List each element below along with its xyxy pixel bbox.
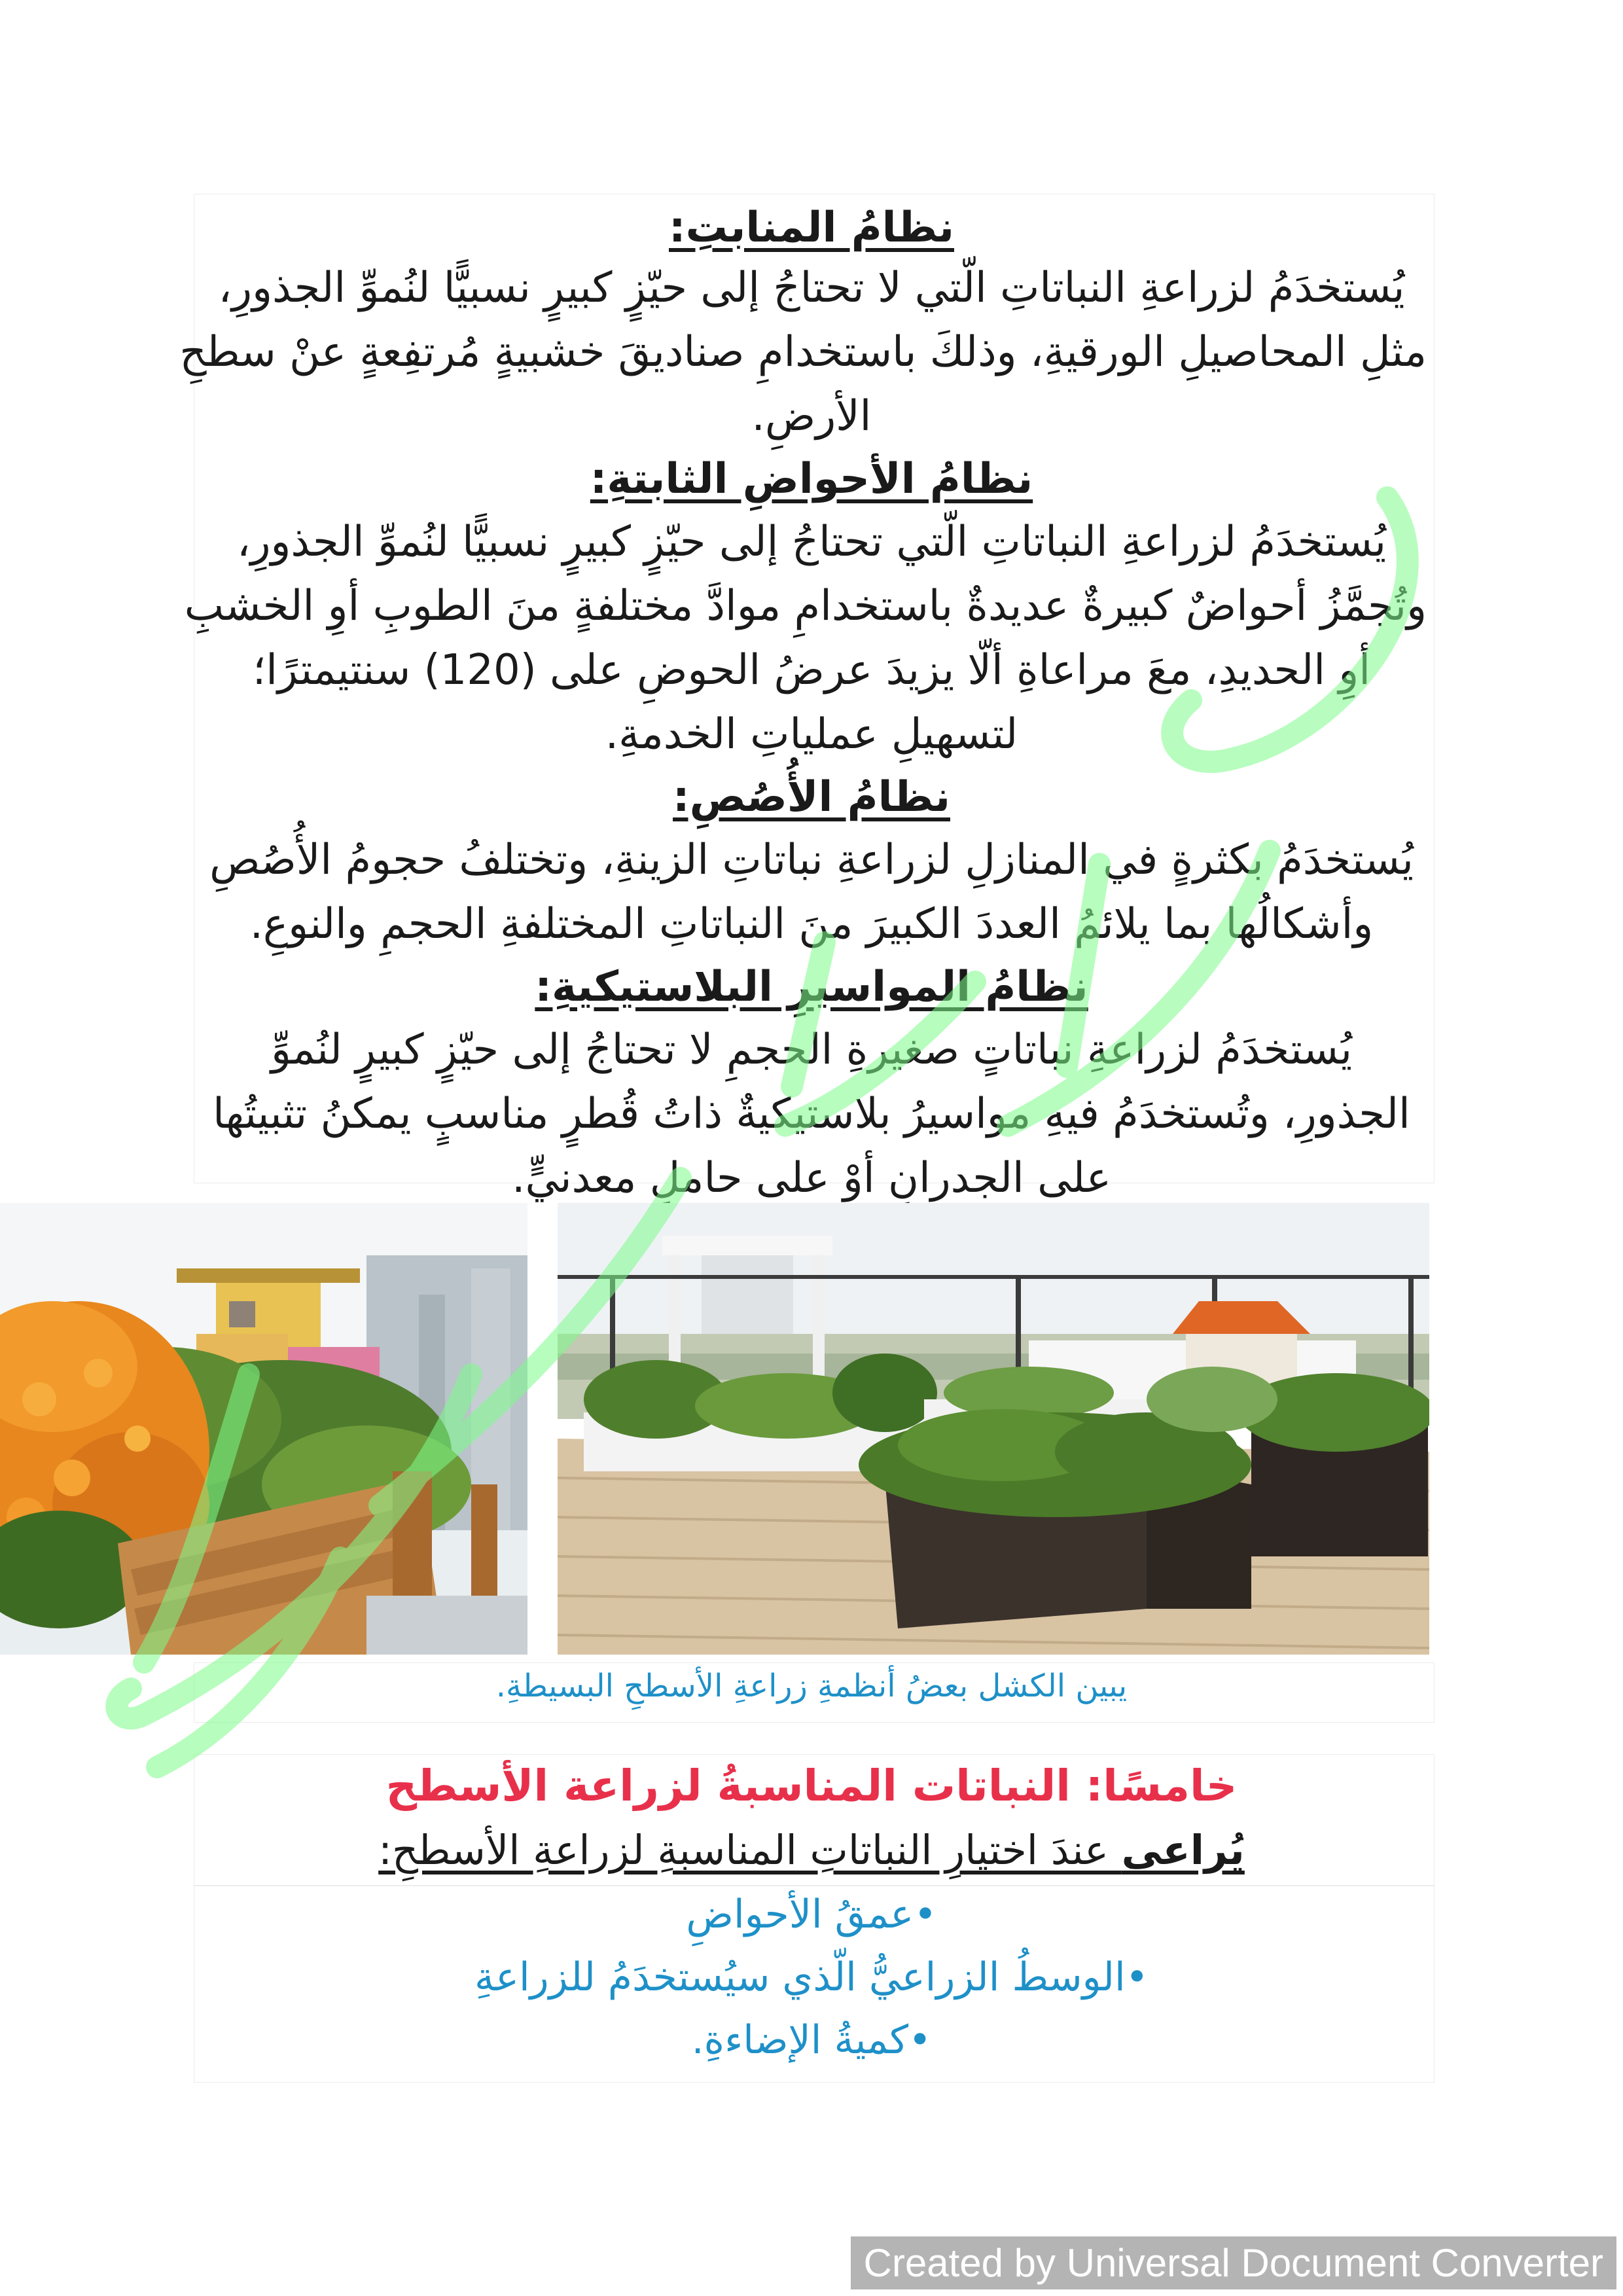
s3-line: وأشكالُها بما يلائمُ العددَ الكبيرَ منَ النباتاتِ المختلفةِ الحجمِ والنوعِ. xyxy=(249,900,1374,948)
s3-line: يُستخدَمُ بكثرةٍ في المنازلِ لزراعةِ نباتاتِ الزينةِ، وتختلفُ حجومُ الأُصُصِ xyxy=(209,836,1414,884)
intro-bold: يُراعى xyxy=(1121,1826,1245,1874)
s2-line: يُستخدَمُ لزراعةِ النباتاتِ الّتي تحتاجُ إلى حيّزٍ كبيرٍ نسبيًّا لنُموِّ الجذورِ، xyxy=(236,518,1387,566)
figure-caption: يبين الكشل بعضُ أنظمةِ زراعةِ الأسطحِ البسيطةِ. xyxy=(495,1668,1128,1704)
s1-line: الأرضِ. xyxy=(751,392,872,440)
s4-line: على الجدرانِ أوْ على حاملٍ معدنيٍّ. xyxy=(512,1154,1111,1202)
converter-watermark: Created by Universal Document Converter xyxy=(851,2236,1616,2289)
bullet-item: •الوسطُ الزراعيُّ الّذي سيُستخدَمُ للزراعةِ xyxy=(474,1954,1149,2000)
s4-heading: نظامُ المواسيرِ البلاستيكيةِ: xyxy=(535,963,1088,1011)
intro-rest: عندَ اختيارِ النباتاتِ المناسبةِ لزراعةِ الأسطحِ: xyxy=(378,1826,1122,1874)
s2-line: لتسهيلِ عملياتِ الخدمةِ. xyxy=(605,710,1018,759)
s4-line: الجذورِ، وتُستخدَمُ فيهِ مواسيرُ بلاستيكيةٌ ذاتُ قُطرٍ مناسبٍ يمكنُ تثبيتُها xyxy=(213,1090,1410,1138)
s4-line: يُستخدَمُ لزراعةِ نباتاتٍ صغيرةِ الحجمِ لا تحتاجُ إلى حيّزٍ كبيرٍ لنُموِّ xyxy=(270,1026,1353,1074)
s2-line: أوِ الحديدِ، معَ مراعاةِ ألّا يزيدَ عرضُ الحوضِ على (120) سنتيمترًا؛ xyxy=(252,646,1371,694)
s2-heading: نظامُ الأحواضِ الثابتةِ: xyxy=(590,455,1033,503)
bullet-item: •عمقُ الأحواضِ xyxy=(686,1892,937,1937)
s1-line: يُستخدَمُ لزراعةِ النباتاتِ الّتي لا تحتاجُ إلى حيّزٍ كبيرٍ نسبيًّا لنُموِّ الجذورِ، xyxy=(218,264,1405,312)
s1-heading: نظامُ المنابتِ: xyxy=(669,204,954,252)
s3-heading: نظامُ الأُصُصِ: xyxy=(673,773,950,821)
s2-line: وتُجمَّزُ أحواضٌ كبيرةٌ عديدةٌ باستخدامِ موادَّ مختلفةٍ منَ الطوبِ أوِ الخشبِ xyxy=(184,582,1427,630)
calligraphy-stamp xyxy=(105,393,1518,1898)
bullet-item: •كميةُ الإضاءةِ. xyxy=(691,2017,932,2063)
s1-line: مثلِ المحاصيلِ الورقيةِ، وذلكَ باستخدامِ صناديقَ خشبيةٍ مُرتفِعةٍ عنْ سطحِ xyxy=(179,328,1427,376)
section5-title: خامسًا: النباتات المناسبةُ لزراعة الأسطح xyxy=(385,1761,1238,1811)
